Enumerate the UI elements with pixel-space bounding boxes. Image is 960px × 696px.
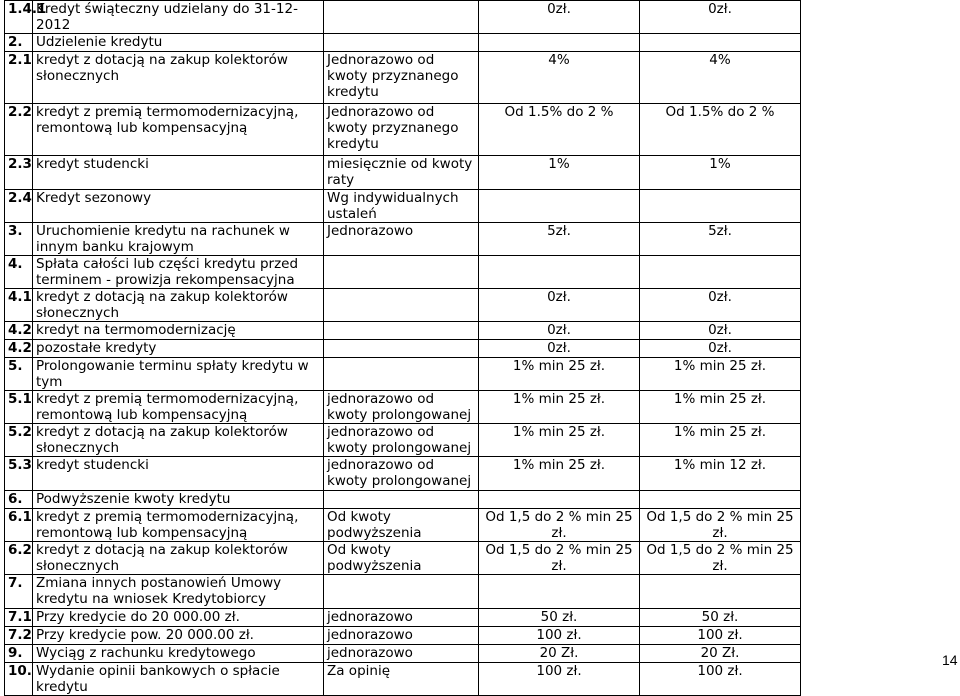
row-frequency: Za opinię — [324, 663, 479, 696]
table-row — [5, 322, 801, 340]
row-fee-current: 0zł. — [479, 340, 640, 358]
row-fee-new: Od 1,5 do 2 % min 25 zł. — [640, 542, 801, 575]
row-fee-current: 0zł. — [479, 322, 640, 340]
row-fee-current: 1% min 25 zł. — [479, 424, 640, 457]
row-frequency: Od kwoty podwyższenia — [324, 509, 479, 542]
row-description: Kredyt świąteczny udzielany do 31-12-2012 — [33, 1, 324, 34]
row-fee-new — [640, 34, 801, 52]
row-number: 6. — [5, 491, 33, 509]
row-fee-current: 1% min 25 zł. — [479, 457, 640, 491]
row-frequency — [324, 289, 479, 322]
row-description: Udzielenie kredytu — [33, 34, 324, 52]
table-row — [5, 289, 801, 322]
row-description: Kredyt sezonowy — [33, 190, 324, 223]
row-fee-new: 0zł. — [640, 340, 801, 358]
table-row — [5, 627, 801, 645]
row-number: 5.1 — [5, 391, 33, 424]
row-frequency — [324, 1, 479, 34]
row-frequency: jednorazowo od kwoty prolongowanej — [324, 391, 479, 424]
row-description: kredyt z dotacją na zakup kolektorów słonecznych — [33, 542, 324, 575]
row-number: 2.2 — [5, 104, 33, 156]
table-row — [5, 609, 801, 627]
row-number: 1.4.1 — [5, 1, 33, 34]
row-description: kredyt z dotacją na zakup kolektorów słonecznych — [33, 424, 324, 457]
row-frequency: Od kwoty podwyższenia — [324, 542, 479, 575]
row-fee-new: 0zł. — [640, 289, 801, 322]
row-number: 5.3 — [5, 457, 33, 491]
table-row — [5, 190, 801, 223]
row-number: 7.1 — [5, 609, 33, 627]
row-frequency — [324, 34, 479, 52]
row-fee-new: 100 zł. — [640, 627, 801, 645]
row-fee-new: Od 1.5% do 2 % — [640, 104, 801, 156]
table-row — [5, 52, 801, 104]
row-fee-new — [640, 491, 801, 509]
row-description: kredyt z dotacją na zakup kolektorów słonecznych — [33, 52, 324, 104]
row-number: 6.1 — [5, 509, 33, 542]
table-row — [5, 645, 801, 663]
table-row — [5, 424, 801, 457]
row-fee-current — [479, 256, 640, 289]
row-description: kredyt z premią termomodernizacyjną, remontową lub kompensacyjną — [33, 509, 324, 542]
row-fee-current: Od 1,5 do 2 % min 25 zł. — [479, 542, 640, 575]
row-fee-new: 1% min 12 zł. — [640, 457, 801, 491]
row-number: 2. — [5, 34, 33, 52]
row-fee-current: 100 zł. — [479, 627, 640, 645]
row-number: 4.1 — [5, 289, 33, 322]
row-number: 9. — [5, 645, 33, 663]
row-description: kredyt z premią termomodernizacyjną, remontową lub kompensacyjną — [33, 104, 324, 156]
row-fee-current: 50 zł. — [479, 609, 640, 627]
row-number: 10. — [5, 663, 33, 696]
row-description: Wydanie opinii bankowych o spłacie kredytu — [33, 663, 324, 696]
row-fee-current — [479, 575, 640, 609]
row-frequency — [324, 340, 479, 358]
row-fee-current: 4% — [479, 52, 640, 104]
row-frequency — [324, 491, 479, 509]
row-description: kredyt z premią termomodernizacyjną, remontową lub kompensacyjną — [33, 391, 324, 424]
row-frequency: Jednorazowo — [324, 223, 479, 256]
table-row — [5, 223, 801, 256]
row-number: 2.4 — [5, 190, 33, 223]
row-description: kredyt z dotacją na zakup kolektorów słonecznych — [33, 289, 324, 322]
row-fee-current — [479, 34, 640, 52]
row-description: pozostałe kredyty — [33, 340, 324, 358]
row-fee-current: 20 Zł. — [479, 645, 640, 663]
row-fee-current: 1% min 25 zł. — [479, 391, 640, 424]
row-fee-new: 1% min 25 zł. — [640, 391, 801, 424]
row-fee-current: 100 zł. — [479, 663, 640, 696]
row-number: 2.1 — [5, 52, 33, 104]
row-number: 7. — [5, 575, 33, 609]
row-number: 4. — [5, 256, 33, 289]
table-row — [5, 1, 801, 34]
row-frequency: jednorazowo — [324, 609, 479, 627]
fee-table — [4, 0, 801, 696]
row-description: Wyciąg z rachunku kredytowego — [33, 645, 324, 663]
table-row — [5, 575, 801, 609]
row-number: 4.2 — [5, 340, 33, 358]
table-row — [5, 256, 801, 289]
table-row — [5, 340, 801, 358]
row-fee-new: 100 zł. — [640, 663, 801, 696]
row-fee-new: 20 Zł. — [640, 645, 801, 663]
row-number: 3. — [5, 223, 33, 256]
row-fee-current: Od 1,5 do 2 % min 25 zł. — [479, 509, 640, 542]
row-frequency: jednorazowo od kwoty prolongowanej — [324, 457, 479, 491]
row-fee-current: 0zł. — [479, 289, 640, 322]
row-frequency: Jednorazowo od kwoty przyznanego kredytu — [324, 104, 479, 156]
row-description: Spłata całości lub części kredytu przed terminem - prowizja rekompensacyjna — [33, 256, 324, 289]
table-row — [5, 104, 801, 156]
row-fee-new: 1% min 25 zł. — [640, 424, 801, 457]
table-row — [5, 358, 801, 391]
row-fee-new: 1% — [640, 156, 801, 190]
row-description: kredyt studencki — [33, 457, 324, 491]
row-description: Przy kredycie pow. 20 000.00 zł. — [33, 627, 324, 645]
table-row — [5, 391, 801, 424]
row-fee-new: 1% min 25 zł. — [640, 358, 801, 391]
table-row — [5, 663, 801, 696]
row-number: 6.2 — [5, 542, 33, 575]
row-fee-new: 5zł. — [640, 223, 801, 256]
row-fee-current: 1% min 25 zł. — [479, 358, 640, 391]
row-fee-current: 5zł. — [479, 223, 640, 256]
row-fee-new: 50 zł. — [640, 609, 801, 627]
row-description: Przy kredycie do 20 000.00 zł. — [33, 609, 324, 627]
row-description: Uruchomienie kredytu na rachunek w innym banku krajowym — [33, 223, 324, 256]
row-fee-current — [479, 491, 640, 509]
row-fee-current: Od 1.5% do 2 % — [479, 104, 640, 156]
row-frequency: Wg indywidualnych ustaleń — [324, 190, 479, 223]
table-row — [5, 34, 801, 52]
row-number: 5.2 — [5, 424, 33, 457]
row-description: Prolongowanie terminu spłaty kredytu w tym — [33, 358, 324, 391]
row-frequency: jednorazowo — [324, 627, 479, 645]
row-number: 2.3 — [5, 156, 33, 190]
row-number: 7.2 — [5, 627, 33, 645]
row-frequency: jednorazowo od kwoty prolongowanej — [324, 424, 479, 457]
table-row — [5, 491, 801, 509]
row-description: Zmiana innych postanowień Umowy kredytu na wniosek Kredytobiorcy — [33, 575, 324, 609]
row-description: Podwyższenie kwoty kredytu — [33, 491, 324, 509]
row-fee-current — [479, 190, 640, 223]
row-frequency — [324, 575, 479, 609]
row-frequency: miesięcznie od kwoty raty — [324, 156, 479, 190]
row-fee-new: Od 1,5 do 2 % min 25 zł. — [640, 509, 801, 542]
row-number: 4.2 — [5, 322, 33, 340]
row-frequency — [324, 358, 479, 391]
row-number: 5. — [5, 358, 33, 391]
row-fee-new — [640, 256, 801, 289]
row-fee-new: 0zł. — [640, 322, 801, 340]
row-description: kredyt na termomodernizację — [33, 322, 324, 340]
row-fee-new — [640, 190, 801, 223]
fee-table-body — [5, 1, 801, 696]
row-fee-current: 0zł. — [479, 1, 640, 34]
row-description: kredyt studencki — [33, 156, 324, 190]
table-row — [5, 509, 801, 542]
row-frequency: jednorazowo — [324, 645, 479, 663]
row-frequency — [324, 256, 479, 289]
table-row — [5, 457, 801, 491]
row-frequency: Jednorazowo od kwoty przyznanego kredytu — [324, 52, 479, 104]
row-fee-new: 4% — [640, 52, 801, 104]
page-number: 14 — [942, 652, 958, 668]
row-fee-current: 1% — [479, 156, 640, 190]
row-fee-new: 0zł. — [640, 1, 801, 34]
row-fee-new — [640, 575, 801, 609]
table-row — [5, 542, 801, 575]
row-frequency — [324, 322, 479, 340]
table-row — [5, 156, 801, 190]
